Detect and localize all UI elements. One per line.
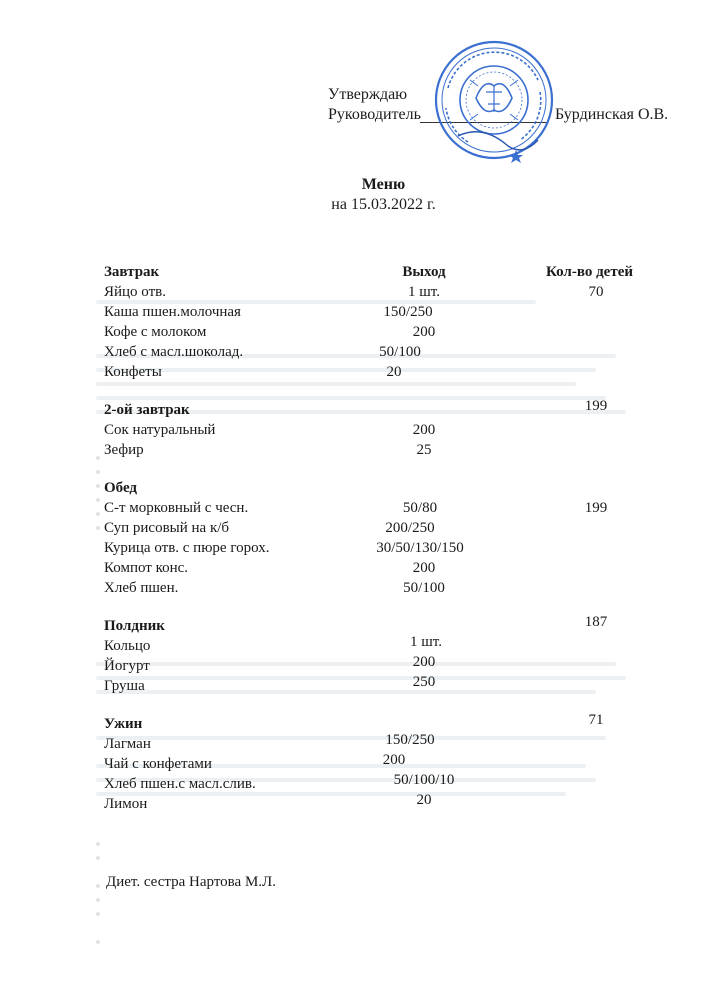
menu-item-name: Груша — [104, 678, 145, 694]
menu-item-output: 50/100 — [379, 344, 421, 360]
section-count: 187 — [584, 614, 608, 630]
menu-item-output: 250 — [412, 674, 436, 690]
menu-item-name: С-т морковный с чесн. — [104, 500, 249, 516]
menu-item-output: 1 шт. — [410, 634, 442, 650]
menu-item-output: 50/80 — [402, 500, 438, 516]
menu-item-name: Хлеб пшен.с масл.слив. — [104, 776, 256, 792]
menu-item-output: 20 — [416, 792, 432, 808]
menu-item-name: Зефир — [104, 442, 144, 458]
official-seal-stamp — [428, 28, 558, 168]
menu-item-name: Йогурт — [104, 658, 150, 674]
section-title: 2-ой завтрак — [104, 402, 190, 418]
section-count: 199 — [584, 398, 608, 414]
menu-item-output: 200 — [412, 560, 436, 576]
column-header-count: Кол-во детей — [546, 264, 634, 280]
menu-item-output: 50/100/10 — [393, 772, 455, 788]
menu-item-name: Лагман — [104, 736, 151, 752]
menu-item-output: 150/250 — [383, 304, 433, 320]
menu-item-name: Суп рисовый на к/б — [104, 520, 230, 536]
director-name: Бурдинская О.В. — [555, 106, 669, 123]
menu-title: Меню — [361, 176, 406, 193]
section-title: Полдник — [104, 618, 165, 634]
menu-item-name: Лимон — [104, 796, 148, 812]
menu-item-output: 1 шт. — [408, 284, 440, 300]
menu-item-output: 200 — [382, 752, 406, 768]
section-count: 71 — [588, 712, 604, 728]
dietitian-signature: Диет. сестра Нартова М.Л. — [106, 874, 276, 890]
menu-item-name: Кофе с молоком — [104, 324, 207, 340]
approve-label: Утверждаю — [328, 86, 408, 103]
section-title: Ужин — [104, 716, 143, 732]
section-title: Обед — [104, 480, 138, 496]
menu-item-output: 200 — [412, 654, 436, 670]
menu-item-output: 200 — [412, 422, 436, 438]
menu-item-output: 200 — [412, 324, 436, 340]
role-label: Руководитель — [328, 106, 421, 123]
menu-item-name: Чай с конфетами — [104, 756, 212, 772]
menu-item-output: 30/50/130/150 — [376, 540, 464, 556]
menu-item-name: Хлеб с масл.шоколад. — [104, 344, 244, 360]
column-header-item: Завтрак — [104, 264, 160, 280]
menu-item-name: Яйцо отв. — [104, 284, 166, 300]
menu-item-name: Сок натуральный — [104, 422, 216, 438]
column-header-output: Выход — [402, 264, 446, 280]
menu-item-name: Хлеб пшен. — [104, 580, 179, 596]
menu-item-name: Конфеты — [104, 364, 162, 380]
menu-item-output: 25 — [416, 442, 432, 458]
menu-date: на 15.03.2022 г. — [331, 196, 436, 213]
section-count: 70 — [588, 284, 604, 300]
section-count: 199 — [584, 500, 608, 516]
menu-item-name: Компот конс. — [104, 560, 189, 576]
menu-item-output: 50/100 — [403, 580, 445, 596]
menu-item-name: Курица отв. с пюре горох. — [104, 540, 270, 556]
menu-item-name: Каша пшен.молочная — [104, 304, 241, 320]
menu-item-output: 150/250 — [385, 732, 435, 748]
menu-item-name: Кольцо — [104, 638, 151, 654]
menu-item-output: 200/250 — [385, 520, 435, 536]
menu-item-output: 20 — [386, 364, 402, 380]
